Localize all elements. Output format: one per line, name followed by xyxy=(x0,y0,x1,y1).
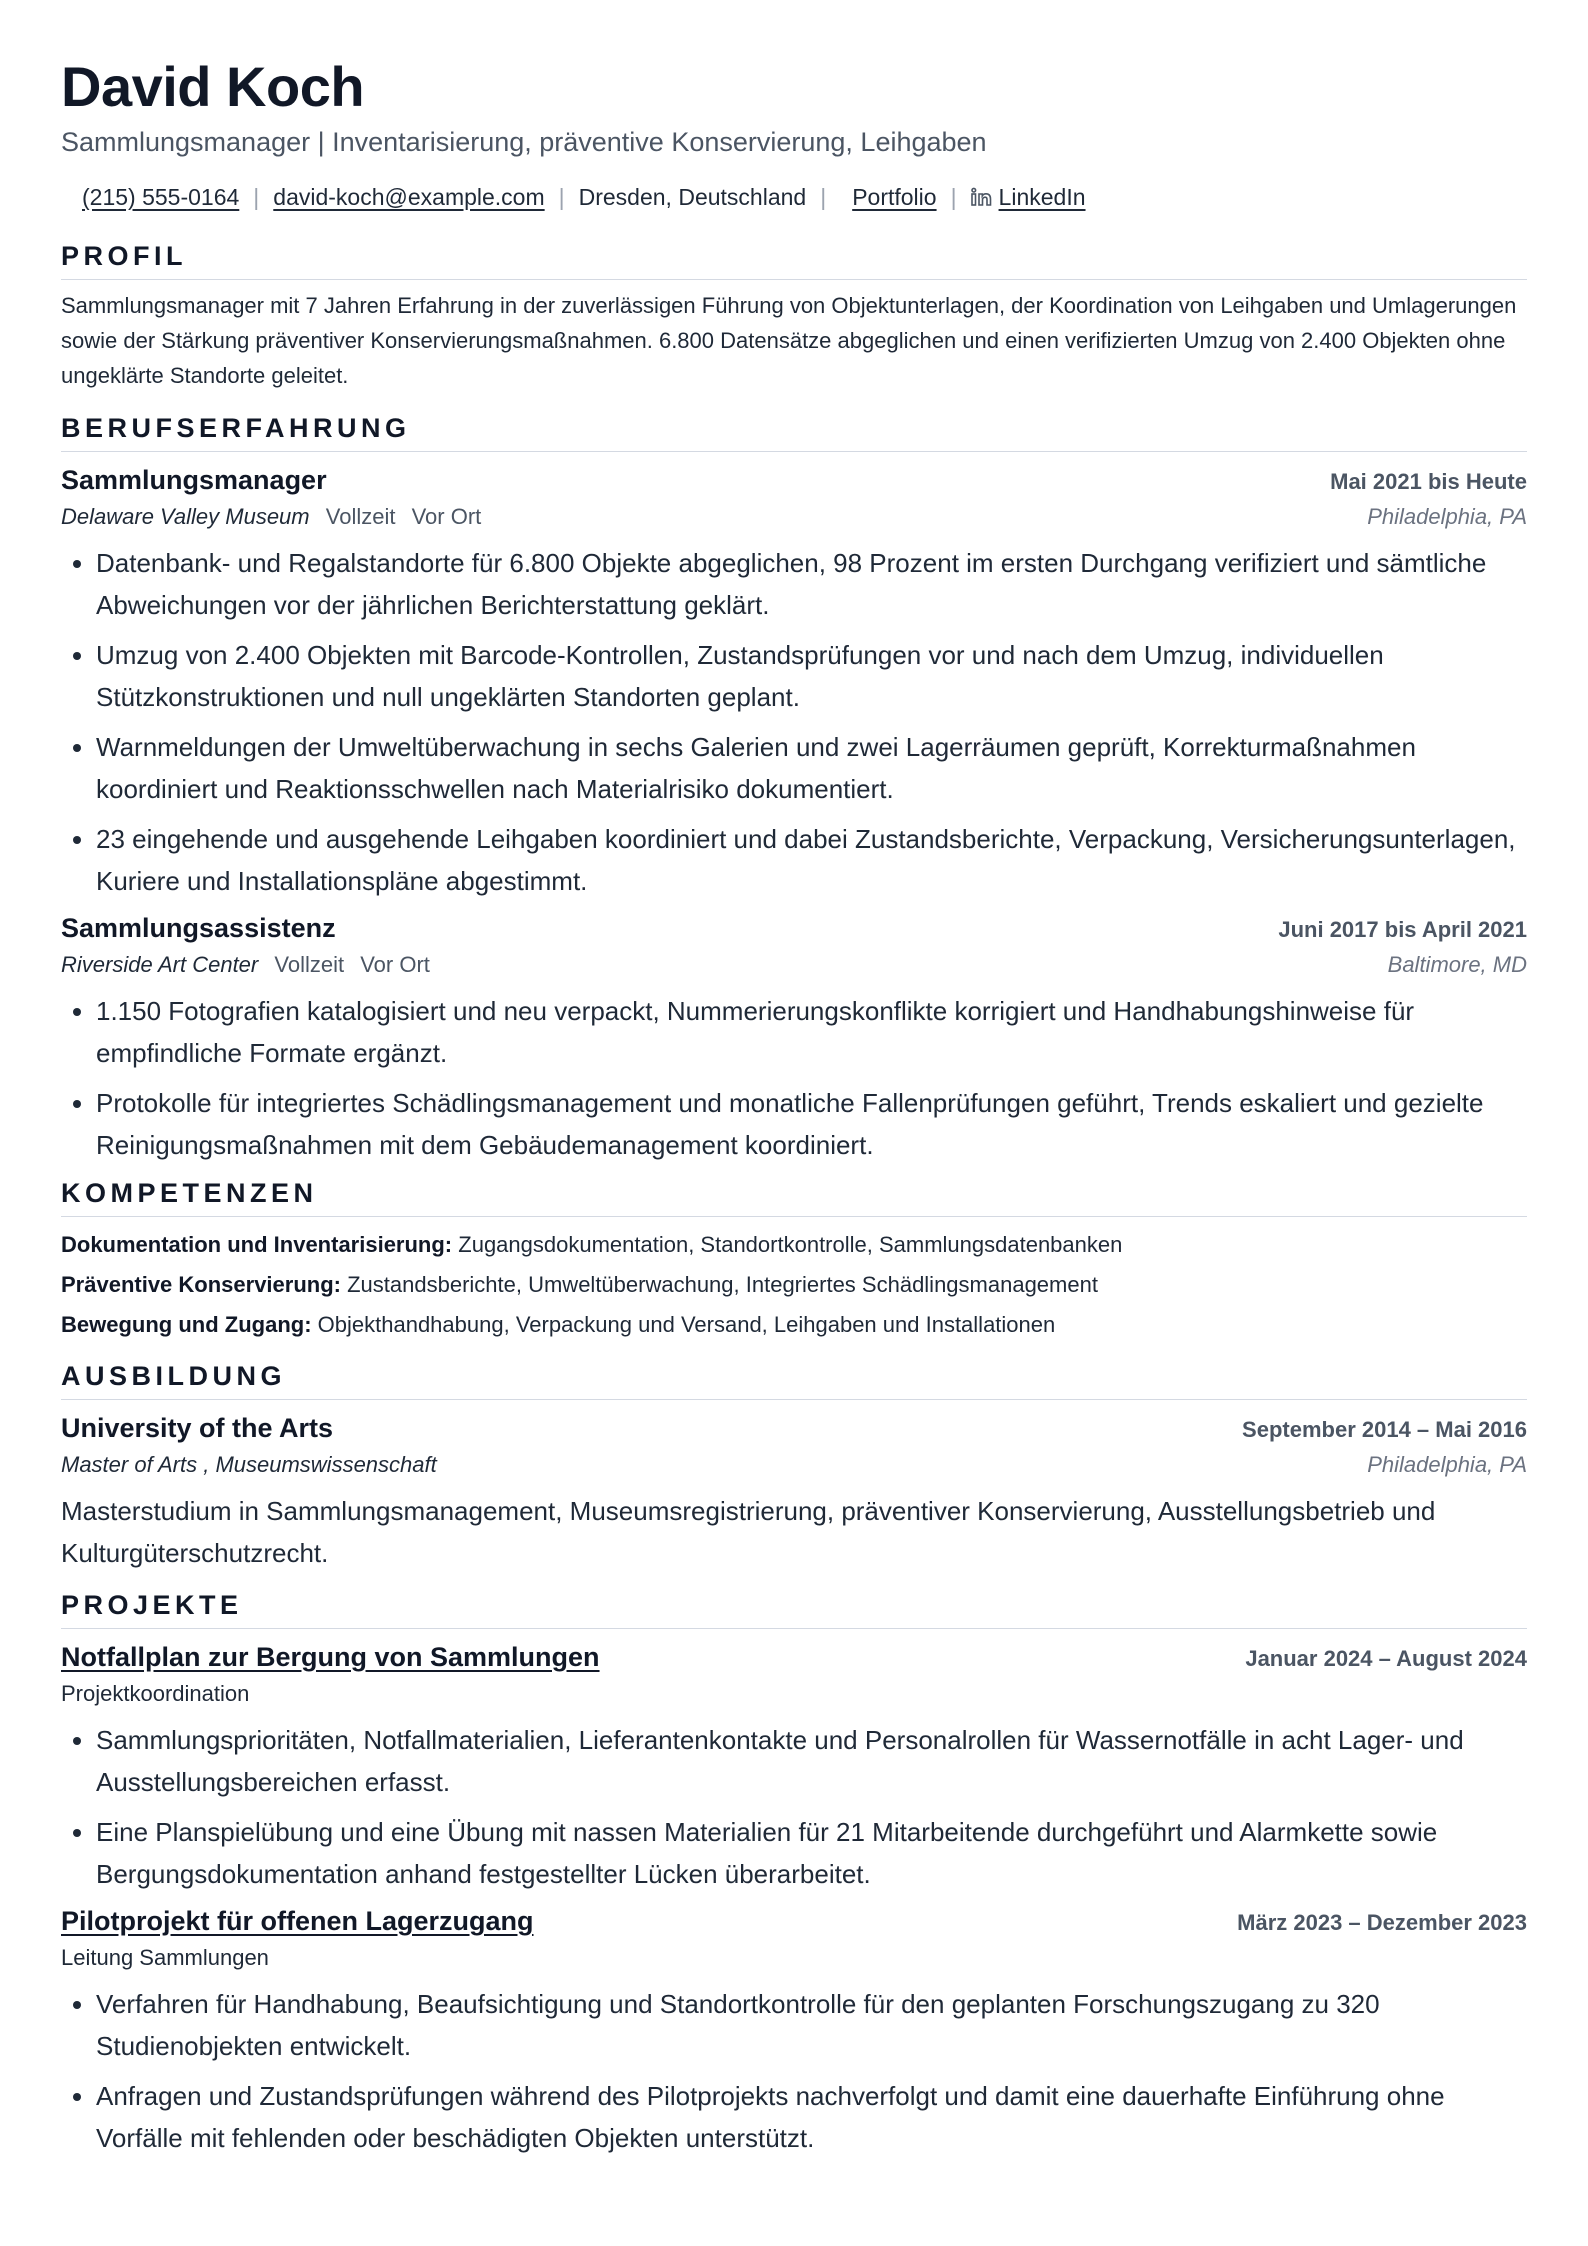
project-entry xyxy=(61,1639,1527,1895)
bullet-item: • 23 eingehende und ausgehende Leihgaben koordiniert und dabei Zustandsberichte, Verpackung, Versicherungsunterlagen, Kuriere und Installationspläne abgestimmt. xyxy=(96,818,1527,902)
section-title-skills: KOMPETENZEN xyxy=(61,1176,1527,1217)
location-text: Dresden, Deutschland xyxy=(578,184,807,210)
project-role: Projektkoordination xyxy=(61,1681,250,1706)
job-bullets xyxy=(61,990,1527,1166)
job-dates: Juni 2017 bis April 2021 xyxy=(1278,917,1527,942)
job-title: Sammlungsmanager xyxy=(61,465,327,495)
candidate-name: David Koch xyxy=(61,55,365,118)
portfolio-link[interactable]: Portfolio xyxy=(852,184,937,210)
project-bullets xyxy=(61,1983,1527,2159)
section-title-experience: BERUFSERFAHRUNG xyxy=(61,411,1527,452)
skill-label: Bewegung und Zugang: xyxy=(61,1312,312,1337)
bullet-item: • Verfahren für Handhabung, Beaufsichtigung und Standortkontrolle für den geplanten Forschungszugang zu 320 Studienobjekten entwickelt. xyxy=(96,1983,1527,2067)
bullet-item: • Datenbank- und Regalstandorte für 6.800 Objekte abgeglichen, 98 Prozent im ersten Durchgang verifiziert und sämtliche Abweichungen vor der jährlichen Berichterstattung geklärt. xyxy=(96,542,1527,626)
phone-link[interactable]: (215) 555-0164 xyxy=(82,184,240,210)
job-location: Philadelphia, PA xyxy=(1367,504,1527,529)
bullet-item: • Warnmeldungen der Umweltüberwachung in sechs Galerien und zwei Lagerräumen geprüft, Korrekturmaßnahmen koordiniert und Reaktionsschwellen nach Materialrisiko dokumentiert. xyxy=(96,726,1527,810)
education-dates: September 2014 – Mai 2016 xyxy=(1242,1417,1527,1442)
skill-value: Zustandsberichte, Umweltüberwachung, Integriertes Schädlingsmanagement xyxy=(347,1272,1098,1297)
degree: Master of Arts , Museumswissenschaft xyxy=(61,1452,437,1477)
job-entry xyxy=(61,910,1527,1166)
job-location: Baltimore, MD xyxy=(1387,952,1527,977)
contact-separator: | xyxy=(950,184,957,210)
contact-separator: | xyxy=(253,184,260,210)
skills-section xyxy=(61,1176,1527,1345)
education-section xyxy=(61,1359,1527,1574)
education-location: Philadelphia, PA xyxy=(1367,1452,1527,1477)
job-mode: Vor Ort xyxy=(360,952,430,977)
project-bullets xyxy=(61,1719,1527,1895)
project-role: Leitung Sammlungen xyxy=(61,1945,269,1970)
bullet-item: • Sammlungsprioritäten, Notfallmaterialien, Lieferantenkontakte und Personalrollen für Wassernotfälle in acht Lager- und Ausstellungsbereichen erfasst. xyxy=(96,1719,1527,1803)
job-dates: Mai 2021 bis Heute xyxy=(1330,469,1527,494)
job-type: Vollzeit xyxy=(274,952,345,977)
school-name: University of the Arts xyxy=(61,1413,334,1443)
linkedin-icon xyxy=(971,187,993,207)
job-organization: Riverside Art Center xyxy=(61,952,259,977)
project-title-link[interactable]: Notfallplan zur Bergung von Sammlungen xyxy=(61,1642,600,1672)
education-entry xyxy=(61,1410,1527,1574)
profile-text: Sammlungsmanager mit 7 Jahren Erfahrung in der zuverlässigen Führung von Objektunterlagen, der Koordination von Leihgaben und Umlagerungen sowie der Stärkung präventiver Konservierungsmaßnahmen. 6.800 Datensätze abgeglichen und einen verifizierten Umzug von 2.400 Objekten ohne ungeklärte Standorte geleitet. xyxy=(61,293,1517,388)
bullet-item: • Anfragen und Zustandsprüfungen während des Pilotprojekts nachverfolgt und damit eine dauerhafte Einführung ohne Vorfälle mit fehlenden oder beschädigten Objekten unterstützt. xyxy=(96,2075,1527,2159)
job-bullets xyxy=(61,542,1527,902)
bullet-item: • 1.150 Fotografien katalogisiert und neu verpackt, Nummerierungskonflikte korrigiert und Handhabungshinweise für empfindliche Formate ergänzt. xyxy=(96,990,1527,1074)
skill-label: Dokumentation und Inventarisierung: xyxy=(61,1232,453,1257)
profile-section xyxy=(61,239,1527,393)
contact-separator: | xyxy=(558,184,565,210)
section-title-projects: PROJEKTE xyxy=(61,1588,1527,1629)
project-entry xyxy=(61,1903,1527,2159)
bullet-item: • Protokolle für integriertes Schädlingsmanagement und monatliche Fallenprüfungen geführt, Trends eskaliert und gezielte Reinigungsmaßnahmen mit dem Gebäudemanagement koordiniert. xyxy=(96,1082,1527,1166)
skill-row xyxy=(61,1265,1527,1305)
job-type: Vollzeit xyxy=(325,504,396,529)
section-title-profile: PROFIL xyxy=(61,239,1527,280)
job-organization-line xyxy=(61,500,481,534)
section-title-education: AUSBILDUNG xyxy=(61,1359,1527,1400)
job-organization-line xyxy=(61,948,430,982)
candidate-tagline: Sammlungsmanager | Inventarisierung, präventive Konservierung, Leihgaben xyxy=(61,127,987,157)
job-mode: Vor Ort xyxy=(411,504,482,529)
skill-label: Präventive Konservierung: xyxy=(61,1272,341,1297)
skill-row xyxy=(61,1225,1527,1265)
bullet-item: • Umzug von 2.400 Objekten mit Barcode-Kontrollen, Zustandsprüfungen vor und nach dem Umzug, individuellen Stützkonstruktionen und null ungeklärten Standorten geplant. xyxy=(96,634,1527,718)
skill-value: Zugangsdokumentation, Standortkontrolle, Sammlungsdatenbanken xyxy=(458,1232,1123,1257)
education-description: Masterstudium in Sammlungsmanagement, Museumsregistrierung, präventiver Konservierung, Ausstellungsbetrieb und Kulturgüterschutzrecht. xyxy=(61,1496,1436,1568)
project-title-link[interactable]: Pilotprojekt für offenen Lagerzugang xyxy=(61,1906,534,1936)
contact-separator: | xyxy=(820,184,827,210)
bullet-item: • Eine Planspielübung und eine Übung mit nassen Materialien für 21 Mitarbeitende durchgeführt und Alarmkette sowie Bergungsdokumentation anhand festgestellter Lücken überarbeitet. xyxy=(96,1811,1527,1895)
experience-section xyxy=(61,411,1527,1166)
projects-section xyxy=(61,1588,1527,2159)
project-dates: März 2023 – Dezember 2023 xyxy=(1237,1910,1527,1935)
project-dates: Januar 2024 – August 2024 xyxy=(1245,1646,1527,1671)
email-link[interactable]: david-koch@example.com xyxy=(273,184,545,210)
skill-row xyxy=(61,1305,1527,1345)
contact-bar xyxy=(61,181,1527,213)
job-organization: Delaware Valley Museum xyxy=(61,504,310,529)
job-entry xyxy=(61,462,1527,902)
linkedin-link[interactable]: LinkedIn xyxy=(998,184,1086,210)
job-title: Sammlungsassistenz xyxy=(61,913,336,943)
skill-value: Objekthandhabung, Verpackung und Versand, Leihgaben und Installationen xyxy=(317,1312,1056,1337)
